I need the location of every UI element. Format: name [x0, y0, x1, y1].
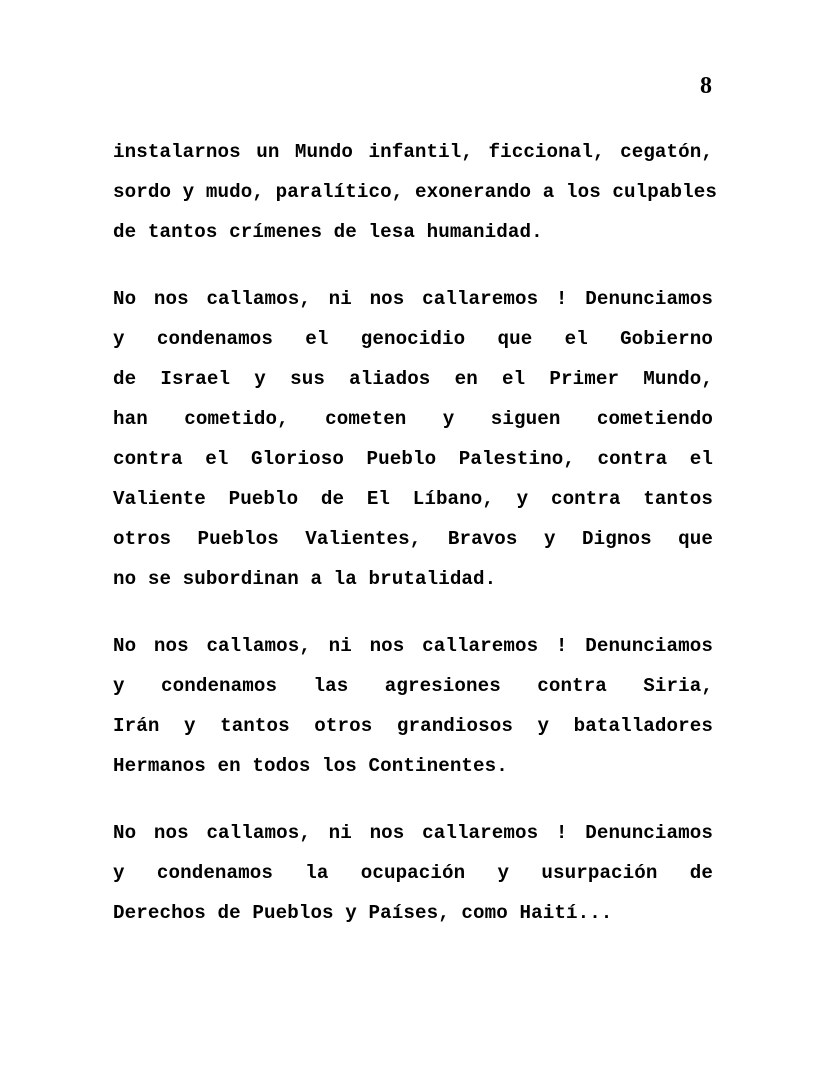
text-line: No nos callamos, ni nos callaremos ! Denunciamos — [113, 288, 713, 310]
paragraph-para-2 — [113, 279, 713, 599]
paragraph-para-3 — [113, 626, 713, 786]
text-line: instalarnos un Mundo infantil, ficcional, cegatón, — [113, 141, 713, 163]
text-line: de tantos crímenes de lesa humanidad. — [113, 221, 543, 243]
text-line: Derechos de Pueblos y Países, como Haití... — [113, 902, 613, 924]
text-line: No nos callamos, ni nos callaremos ! Denunciamos — [113, 635, 713, 657]
paragraph-para-4 — [113, 813, 713, 933]
text-line: No nos callamos, ni nos callaremos ! Denunciamos — [113, 822, 713, 844]
text-line: sordo y mudo, paralítico, exonerando a los culpables — [113, 181, 717, 203]
text-line: Hermanos en todos los Continentes. — [113, 755, 508, 777]
text-line: otros Pueblos Valientes, Bravos y Dignos que — [113, 528, 713, 550]
text-line: han cometido, cometen y siguen cometiendo — [113, 408, 713, 430]
text-line: no se subordinan a la brutalidad. — [113, 568, 497, 590]
text-line: y condenamos la ocupación y usurpación de — [113, 862, 713, 884]
document-text-body — [113, 132, 717, 933]
text-line: Valiente Pueblo de El Líbano, y contra tantos — [113, 488, 713, 510]
text-line: y condenamos el genocidio que el Gobierno — [113, 328, 713, 350]
page-number: 8 — [700, 73, 712, 99]
text-line: contra el Glorioso Pueblo Palestino, contra el — [113, 448, 713, 470]
text-line: Irán y tantos otros grandiosos y batalladores — [113, 715, 713, 737]
paragraph-para-1 — [113, 132, 717, 252]
text-line: de Israel y sus aliados en el Primer Mundo, — [113, 368, 713, 390]
text-line: y condenamos las agresiones contra Siria, — [113, 675, 713, 697]
